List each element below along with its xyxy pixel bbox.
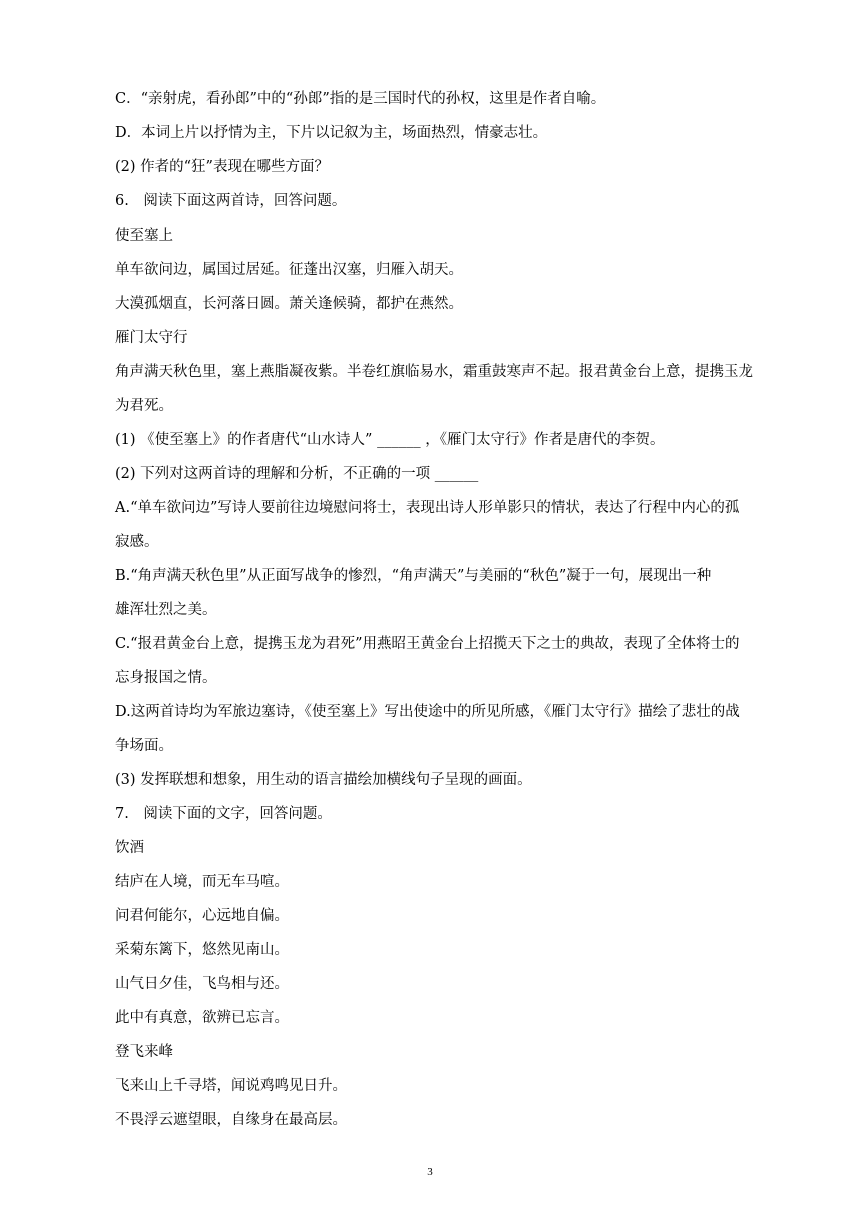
poem-line: 不畏浮云遮望眼，自缘身在最高层。	[115, 1112, 347, 1128]
poem-title-shizhisaishang: 使至塞上	[115, 228, 173, 244]
poem-line: 山气日夕佳，飞鸟相与还。	[115, 976, 289, 992]
page-number: 3	[427, 1166, 433, 1178]
option-d-line: 争场面。	[115, 738, 173, 754]
poem-title-yinjiu: 饮酒	[115, 840, 144, 856]
poem-line: 采菊东篱下，悠然见南山。	[115, 942, 289, 958]
option-b-line: 雄浑壮烈之美。	[115, 602, 217, 618]
poem-line: 角声满天秋色里，塞上燕脂凝夜紫。半卷红旗临易水，霜重鼓寒声不起。报君黄金台上意，提携玉龙	[115, 364, 753, 380]
question-6-3: (3) 发挥联想和想象，用生动的语言描绘加横线句子呈现的画面。	[115, 772, 532, 788]
poem-line: 飞来山上千寻塔，闻说鸡鸣见日升。	[115, 1078, 347, 1094]
poem-line: 单车欲问边，属国过居延。征蓬出汉塞，归雁入胡天。	[115, 262, 463, 278]
option-c-line: C.“报君黄金台上意，提携玉龙为君死”用燕昭王黄金台上招揽天下之士的典故，表现了全体将士的	[115, 636, 740, 652]
option-c-line: 忘身报国之情。	[115, 670, 217, 686]
option-c-line: C．“亲射虎，看孙郎”中的“孙郎”指的是三国时代的孙权，这里是作者自喻。	[115, 91, 606, 107]
poem-line: 大漠孤烟直，长河落日圆。萧关逢候骑，都护在燕然。	[115, 296, 463, 312]
poem-line: 此中有真意，欲辨已忘言。	[115, 1010, 289, 1026]
option-d-line: D.这两首诗均为军旅边塞诗，《使至塞上》写出使途中的所见所感，《雁门太守行》描绘了悲壮的战	[115, 704, 740, 720]
poem-line: 为君死。	[115, 398, 173, 414]
option-b-line: B.“角声满天秋色里”从正面写战争的惨烈，“角声满天”与美丽的“秋色”凝于一句，展现出一种	[115, 568, 712, 584]
question-5-2: (2) 作者的“狂”表现在哪些方面？	[115, 159, 329, 175]
poem-title-yanmen: 雁门太守行	[115, 330, 188, 346]
question-6-1: (1) 《使至塞上》的作者唐代“山水诗人” ______ ，《雁门太守行》作者是唐代的李贺。	[115, 432, 665, 448]
question-6-heading: 6. 阅读下面这两首诗，回答问题。	[115, 193, 347, 209]
option-a-line: 寂感。	[115, 534, 159, 550]
poem-title-dengfeilaifeng: 登飞来峰	[115, 1044, 173, 1060]
option-a-line: A.“单车欲问边”写诗人要前往边境慰问将士，表现出诗人形单影只的情状，表达了行程中内心的孤	[115, 500, 740, 516]
option-d-line: D．本词上片以抒情为主，下片以记叙为主，场面热烈，情豪志壮。	[115, 125, 548, 141]
poem-line: 结庐在人境，而无车马喧。	[115, 874, 289, 890]
question-6-2: (2) 下列对这两首诗的理解和分析，不正确的一项 ______	[115, 466, 479, 482]
question-7-heading: 7. 阅读下面的文字，回答问题。	[115, 806, 332, 822]
poem-line: 问君何能尔，心远地自偏。	[115, 908, 289, 924]
